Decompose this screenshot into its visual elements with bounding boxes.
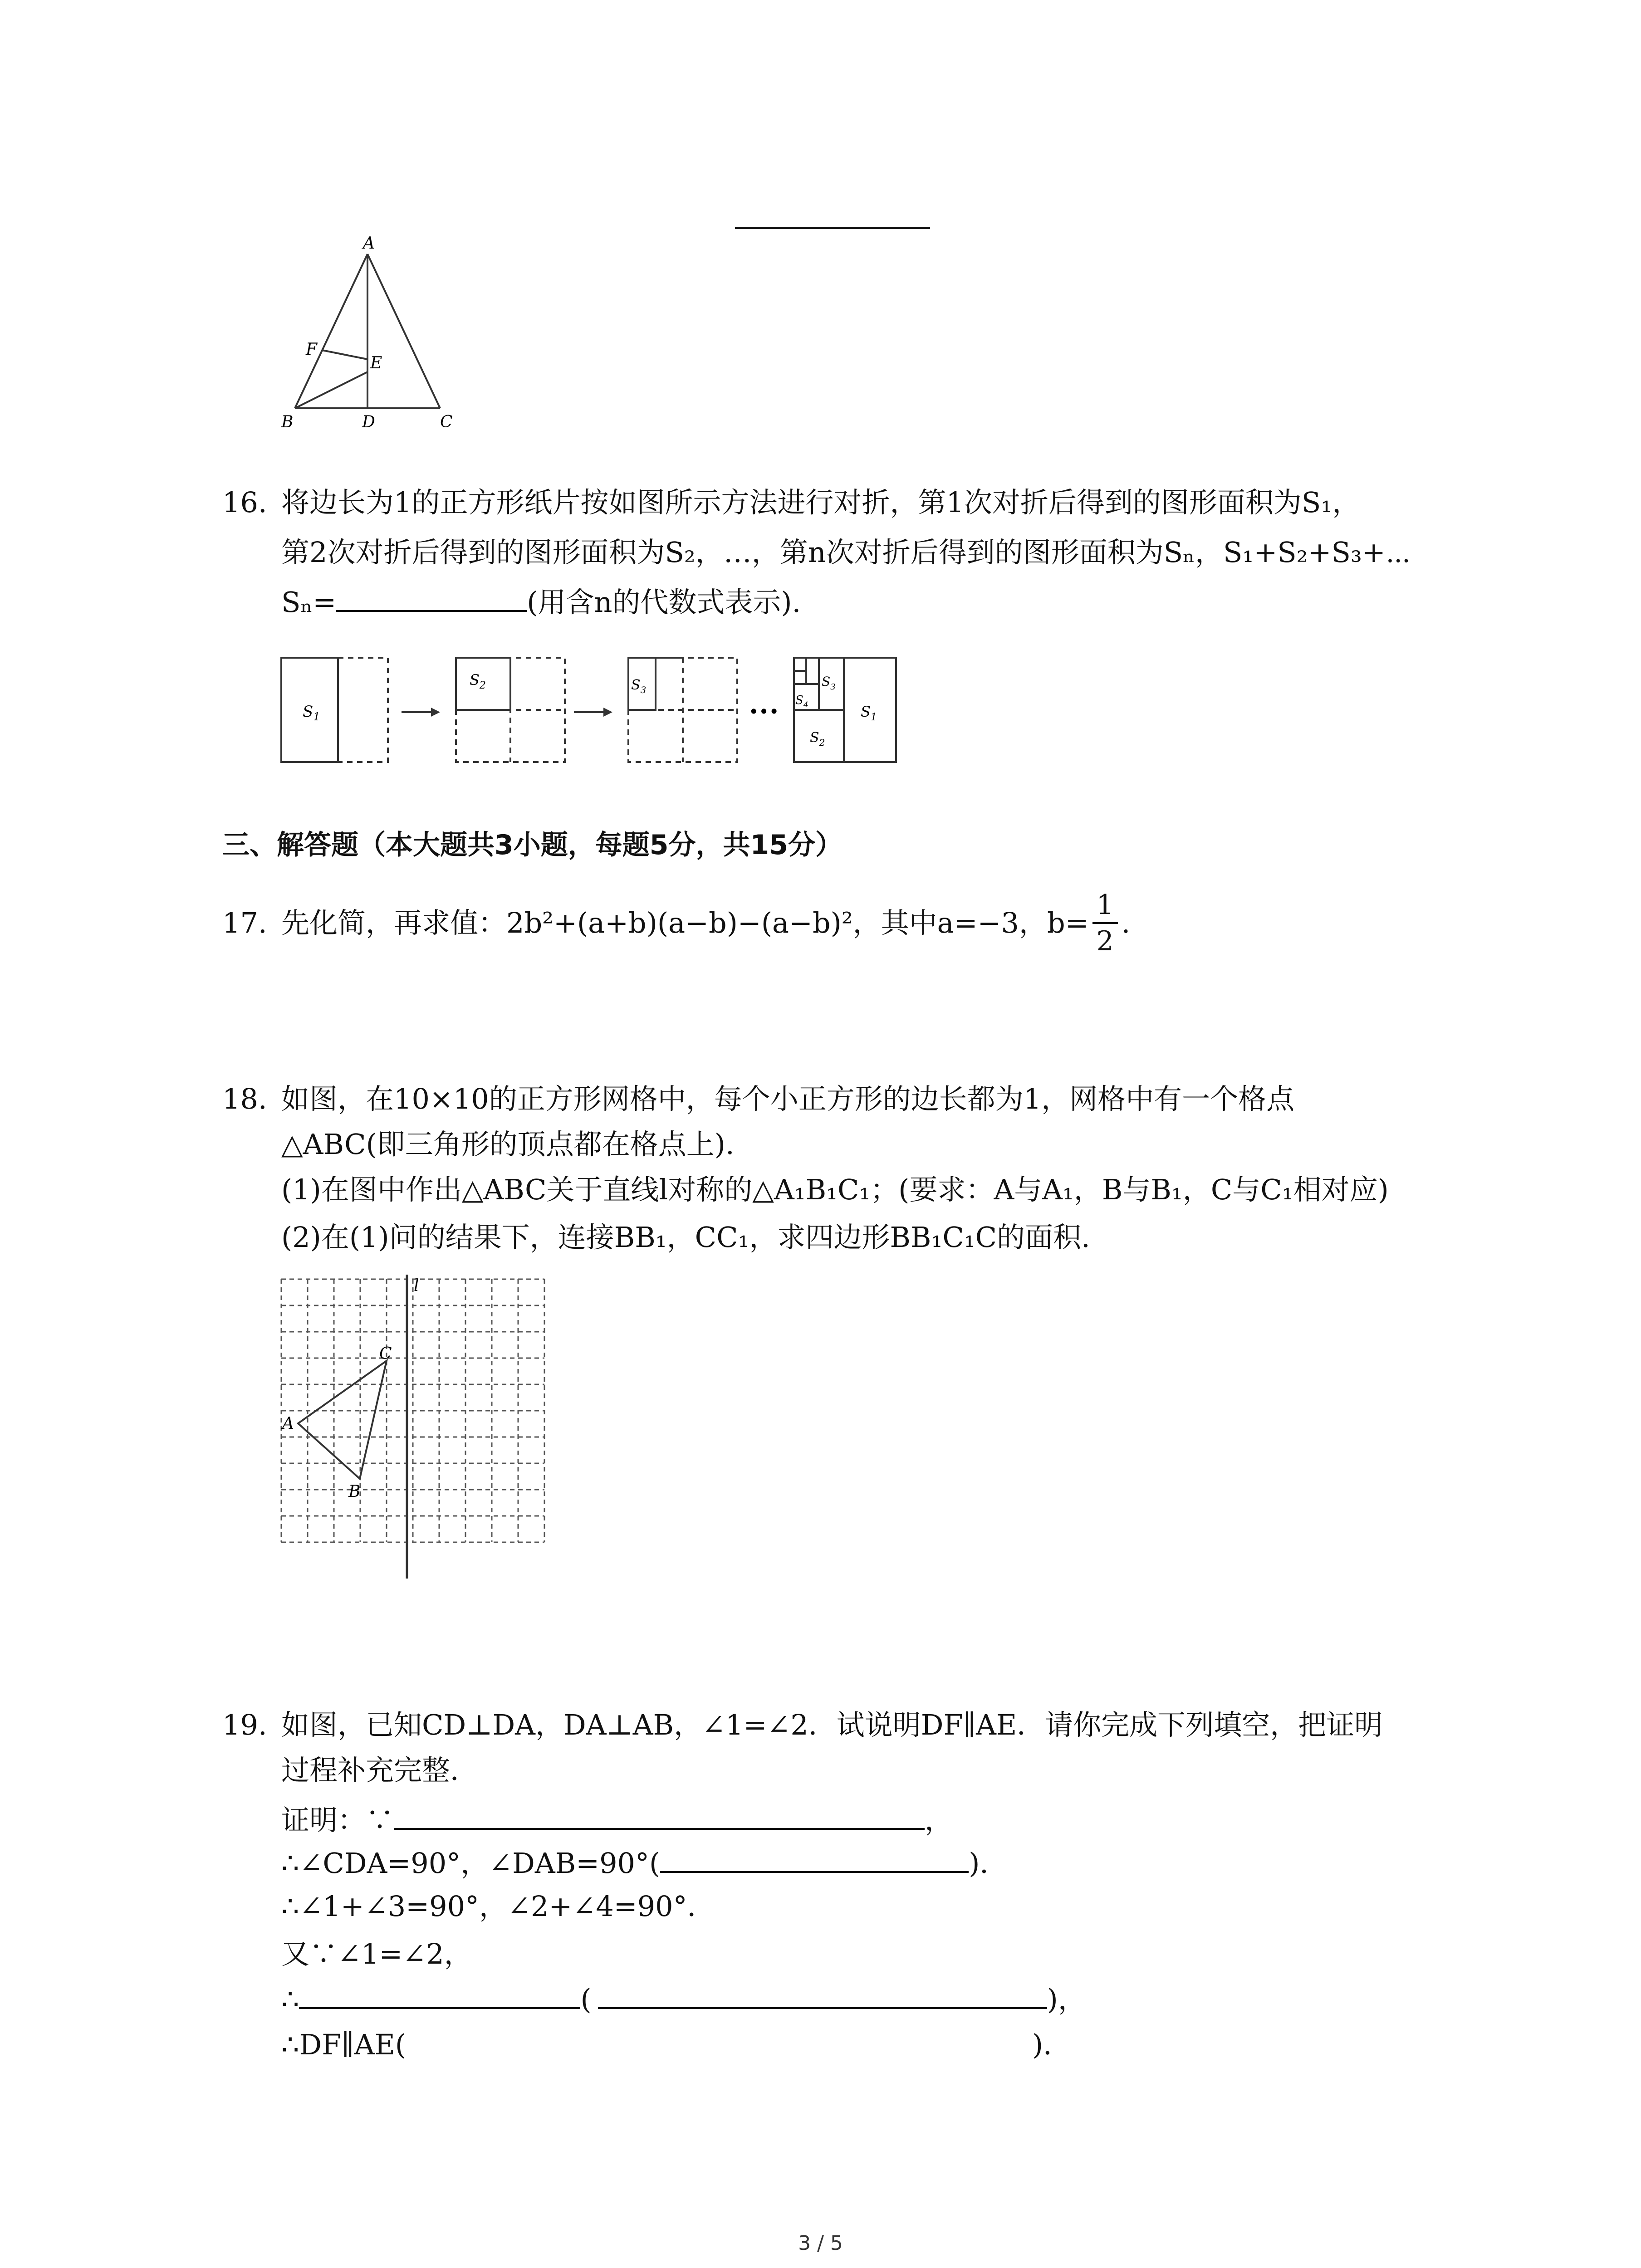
label-E: E [370,354,382,372]
q18-line-4-row [281,1216,1090,1259]
q16-answer-blank[interactable] [336,583,527,612]
q18-line-4: (2)在(1)问的结果下，连接BB₁，CC₁，求四边形BB₁C₁C的面积. [281,1221,1090,1254]
q19-proof-2-prefix: ∴∠CDA=90°，∠DAB=90°( [281,1847,661,1880]
q16-line-3-suffix: (用含n的代数式表示). [527,586,801,619]
q19-proof-6-suffix: )． [1032,2028,1072,2061]
label-A: A [363,234,375,253]
q16-line-1: 将边长为1的正方形纸片按如图所示方法进行对折，第1次对折后得到的图形面积为S₁， [281,486,1361,519]
q17-frac-denominator: 2 [1096,925,1114,957]
question-16 [222,481,1360,524]
q19-proof-2-suffix: )． [969,1847,1008,1880]
q15-triangle-figure [272,231,472,440]
q19-proof-5 [281,1978,1086,2021]
s4-label: $S_4$ [795,694,808,709]
q19-proof-1-suffix: ， [925,1804,953,1837]
q19-proof-5-suffix: )， [1047,1983,1086,2016]
q19-line-2: 过程补充完整． [281,1754,479,1787]
q17-number: 17. [222,906,267,939]
label-D: D [362,413,375,431]
s1-label-a: $S_1$ [303,703,320,723]
q16-ellipsis: ••• [749,702,779,722]
question-17 [222,885,1130,962]
q17-end: . [1121,906,1131,939]
section-3-heading: 三、解答题（本大题共3小题，每题5分，共15分） [222,829,843,861]
q19-proof-1-prefix: 证明：∵ [281,1804,394,1837]
label-F: F [306,340,317,359]
q18-line-2-row [281,1123,735,1166]
s3-label-a: $S_3$ [631,677,647,695]
q19-blank-2[interactable] [660,1844,969,1873]
q15-answer-blank[interactable] [735,227,930,229]
q19-proof-1 [281,1799,953,1842]
q17-frac-numerator: 1 [1096,889,1114,921]
q19-proof-3: ∴∠1+∠3=90°，∠2+∠4=90°． [281,1890,715,1923]
q18-line-3: (1)在图中作出△ABC关于直线l对称的△A₁B₁C₁；(要求：A与A₁，B与B₁，C与C₁相对应) [281,1173,1389,1206]
grid-label-A: A [282,1414,294,1433]
q19-number: 19. [222,1708,267,1741]
question-18 [222,1077,1294,1121]
label-C: C [440,413,453,431]
q16-folding-figure [279,653,914,771]
q19-blank-3[interactable] [299,1980,580,2009]
question-19 [222,1703,1382,1747]
grid-label-C: C [379,1344,392,1363]
q19-proof-5-prefix: ∴ [281,1983,299,2016]
q16-line-2: 第2次对折后得到的图形面积为S₂，…，第n次对折后得到的图形面积为Sₙ，S₁+S₂+S₃+⋯ [281,536,1411,569]
q19-proof-6-prefix: ∴DF∥AE( [281,2028,407,2061]
q19-proof-6 [281,2023,1071,2067]
q19-blank-4[interactable] [598,1980,1047,2009]
q17-fraction [1092,891,1118,955]
q17-frac-bar [1092,922,1118,924]
q18-grid-figure [272,1270,554,1583]
s2-label-b: $S_2$ [810,730,825,748]
q19-line-2-row [281,1749,478,1792]
grid-label-B: B [348,1482,361,1501]
q18-line-2: △ABC(即三角形的顶点都在格点上). [281,1128,735,1161]
q18-number: 18. [222,1082,267,1115]
s1-label-b: $S_1$ [861,703,877,723]
q19-proof-2 [281,1842,1008,1885]
q19-line-1: 如图，已知CD⊥DA，DA⊥AB，∠1=∠2．试说明DF∥AE．请你完成下列填空，把证明 [281,1708,1383,1741]
grid-label-l: l [414,1276,419,1295]
q18-line-3-row [281,1168,1389,1212]
q18-line-1: 如图，在10×10的正方形网格中，每个小正方形的边长都为1，网格中有一个格点 [281,1082,1295,1115]
s3-label-b: $S_3$ [822,674,836,692]
page-number: 3 / 5 [798,2232,843,2255]
label-B: B [281,413,294,431]
q19-proof-5-mid: ( [580,1983,592,2016]
q19-proof-4: 又∵∠1=∠2， [281,1937,472,1970]
s2-label-a: $S_2$ [470,671,486,691]
q16-line-2-row [281,531,1411,574]
q16-number: 16. [222,486,267,519]
q16-line-3-prefix: Sₙ= [281,586,337,619]
q19-blank-1[interactable] [394,1801,925,1830]
q17-text: 先化简，再求值：2b²+(a+b)(a−b)−(a−b)²，其中a=−3，b= [281,906,1089,939]
q16-line-3-row [281,581,801,624]
